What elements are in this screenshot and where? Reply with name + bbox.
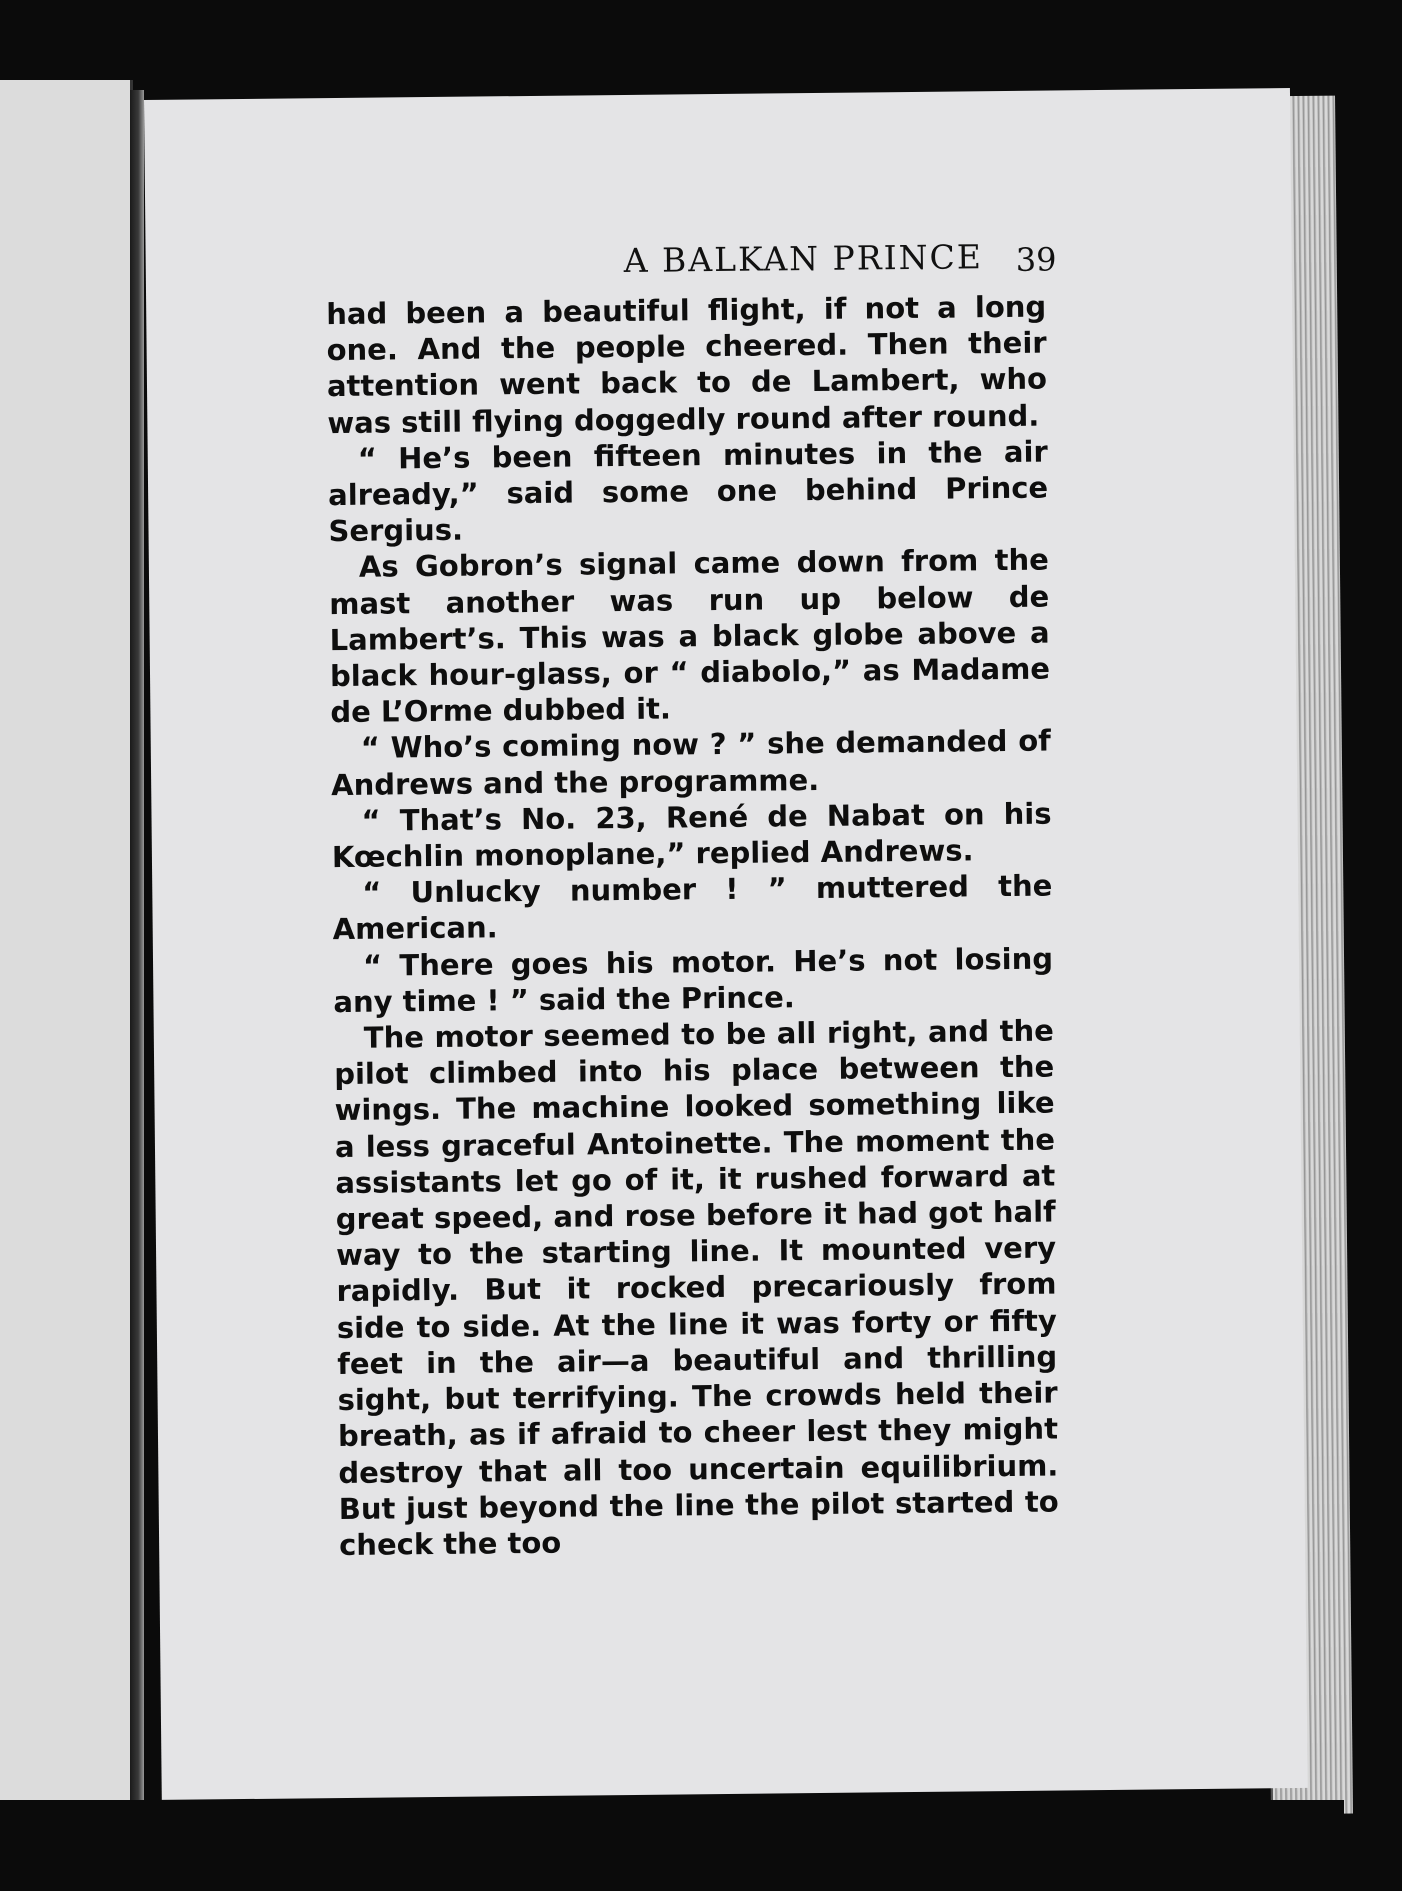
paragraph: “ Who’s coming now ? ” she demanded of Andrews and the programme. <box>331 723 1051 802</box>
facing-page-edge <box>0 80 133 1800</box>
paragraph: “ That’s No. 23, René de Nabat on his Kœchlin monoplane,” replied Andrews. <box>331 796 1052 875</box>
running-head: A BALKAN PRINCE <box>623 237 984 280</box>
paragraph: The motor seemed to be all right, and the pilot climbed into his place between the wings. The machine looked something like a less graceful Antoinette. The moment the assistants let go of it, it rushed forward at great speed, and rose before it had got half way to the starting line. It mounted very rapidly. But it rocked precariously from side to side. At the line it was forty or fifty feet in the air—a beautiful and thrilling sight, but terrifying. The crowds held their breath, as if afraid to cheer lest they might destroy that all too uncertain equilibrium. But just beyond the line the pilot started to check the too <box>334 1013 1059 1562</box>
scan-background <box>144 1800 1344 1891</box>
body-text <box>326 289 1059 1564</box>
page-number: 39 <box>1015 240 1057 279</box>
paragraph: had been a beautiful flight, if not a long one. And the people cheered. Then their attention went back to de Lambert, who was still flying doggedly round after round. <box>326 289 1048 440</box>
paragraph: “ Unlucky number ! ” muttered the American. <box>332 868 1053 947</box>
paragraph: As Gobron’s signal came down from the mast another was run up below de Lambert’s. This was a black globe above a black hour-glass, or “ diabolo,” as Madame de L’Orme dubbed it. <box>329 542 1051 730</box>
book-page <box>144 88 1308 1800</box>
book-gutter <box>130 90 144 1800</box>
paragraph: “ He’s been fifteen minutes in the air already,” said some one behind Prince Sergius. <box>327 434 1049 549</box>
paragraph: “ There goes his motor. He’s not losing any time ! ” said the Prince. <box>333 941 1054 1019</box>
